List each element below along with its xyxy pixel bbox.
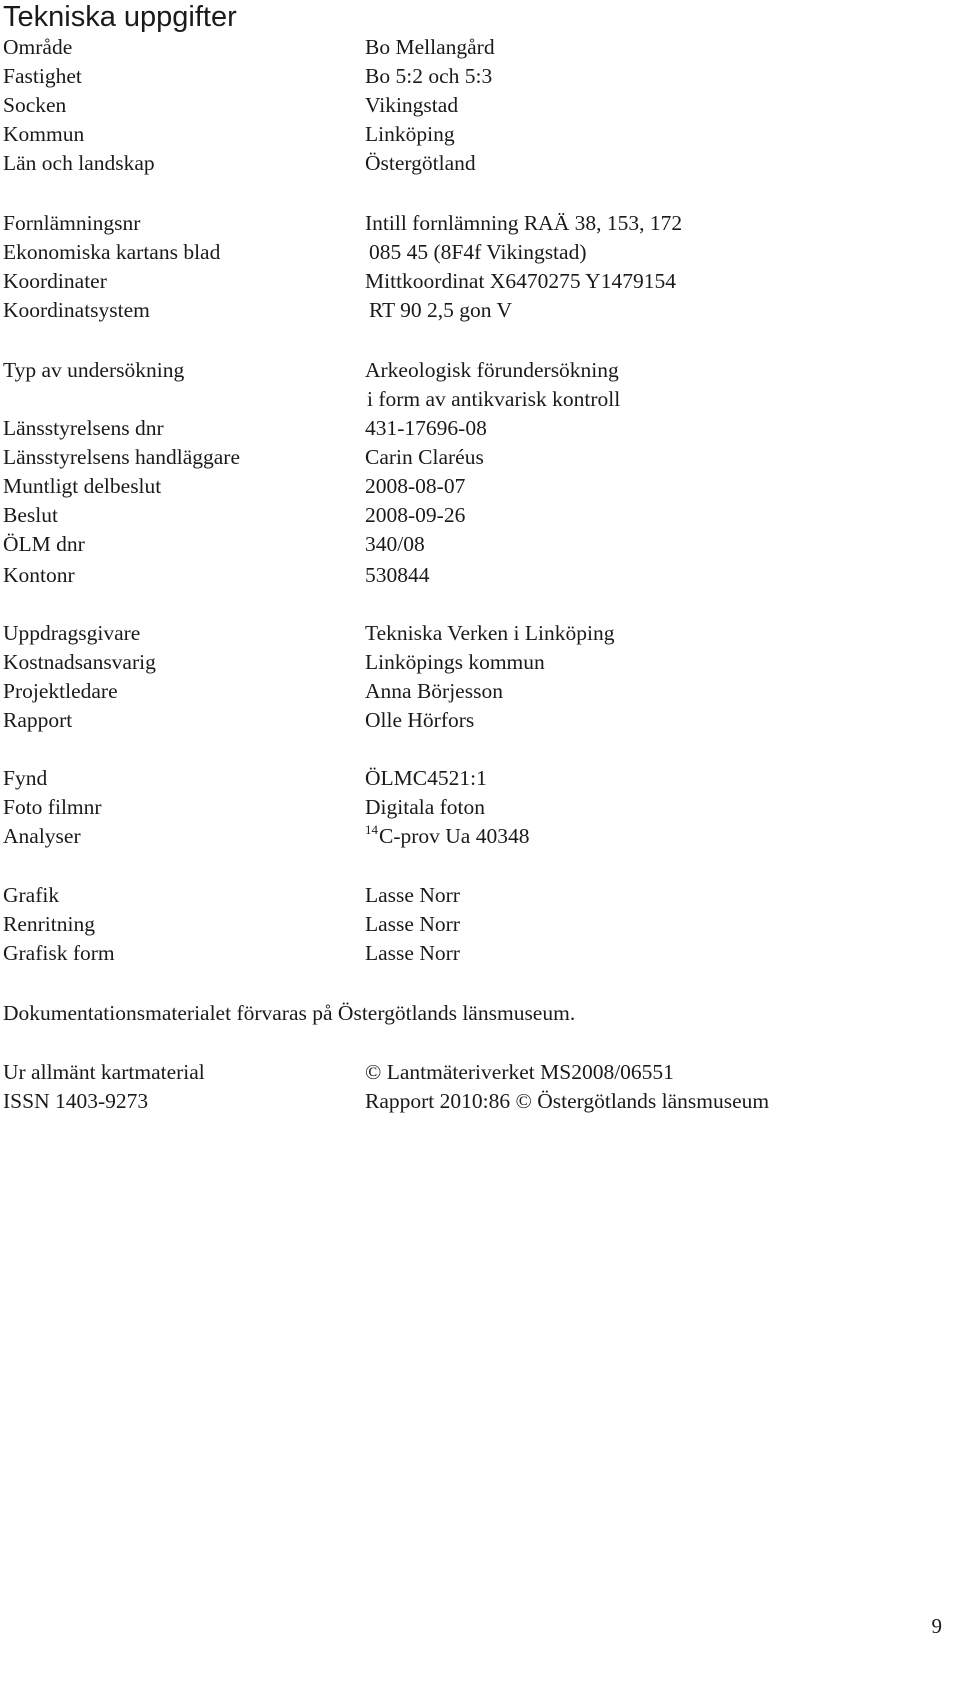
info-row-kostnadsansvarig — [3, 648, 943, 677]
info-value: 340/08 — [365, 532, 425, 556]
info-row-grafisk-form — [3, 939, 943, 968]
footer-value: © Lantmäteriverket MS2008/06551 — [365, 1060, 674, 1084]
info-row-kommun — [3, 120, 943, 149]
footer-label: ISSN 1403-9273 — [3, 1089, 149, 1113]
info-label: Länsstyrelsens dnr — [3, 416, 164, 440]
info-label: Rapport — [3, 708, 73, 732]
info-value: Lasse Norr — [365, 941, 460, 965]
info-value: 2008-08-07 — [365, 474, 466, 498]
info-label: Fynd — [3, 766, 48, 790]
info-label: Län och landskap — [3, 151, 155, 175]
info-value: Linköping — [365, 122, 455, 146]
info-row-fornlamningsnr — [3, 209, 943, 238]
info-row-omrade — [3, 33, 943, 62]
info-row-socken — [3, 91, 943, 120]
info-label: Ekonomiska kartans blad — [3, 240, 221, 264]
info-value-continuation: i form av antikvarisk kontroll — [367, 387, 621, 411]
info-row-typ-av-undersokning — [3, 356, 943, 385]
info-label: Analyser — [3, 824, 81, 848]
footer-value: Rapport 2010:86 © Östergötlands länsmuseum — [365, 1089, 770, 1113]
footer-row-kartmaterial — [3, 1058, 943, 1087]
info-value: Linköpings kommun — [365, 650, 545, 674]
page-number: 9 — [931, 1614, 942, 1638]
info-label: Grafik — [3, 883, 60, 907]
info-row-rapport — [3, 706, 943, 735]
info-value: RT 90 2,5 gon V — [369, 298, 513, 322]
info-label: Foto filmnr — [3, 795, 102, 819]
isotope-superscript: 14 — [365, 822, 378, 837]
info-label: ÖLM dnr — [3, 532, 85, 556]
info-row-lan — [3, 149, 943, 178]
info-label: Uppdragsgivare — [3, 621, 141, 645]
info-row-beslut — [3, 501, 943, 530]
info-row-olm-dnr — [3, 530, 943, 559]
info-value: ÖLMC4521:1 — [365, 766, 487, 790]
info-value: 085 45 (8F4f Vikingstad) — [369, 240, 587, 264]
info-label: Kommun — [3, 122, 85, 146]
footer-label: Ur allmänt kartmaterial — [3, 1060, 205, 1084]
info-row-kontonr — [3, 561, 943, 590]
info-row-uppdragsgivare — [3, 619, 943, 648]
info-row-analyser — [3, 822, 943, 851]
info-row-lansstyrelsens-handlaggare — [3, 443, 943, 472]
info-label: Projektledare — [3, 679, 118, 703]
info-row-koordinater — [3, 267, 943, 296]
info-row-koordinatsystem — [3, 296, 943, 325]
info-row-grafik — [3, 881, 943, 910]
info-row-foto-filmnr — [3, 793, 943, 822]
info-value: Vikingstad — [365, 93, 459, 117]
info-row-renritning — [3, 910, 943, 939]
info-value: Arkeologisk förundersökning — [365, 358, 619, 382]
info-value: Bo 5:2 och 5:3 — [365, 64, 493, 88]
info-label: Socken — [3, 93, 67, 117]
info-row-muntligt-delbeslut — [3, 472, 943, 501]
info-value: Lasse Norr — [365, 883, 460, 907]
info-value: 2008-09-26 — [365, 503, 466, 527]
info-label: Kontonr — [3, 563, 75, 587]
info-row-ekonomiska-kartans-blad — [3, 238, 943, 267]
info-value: Digitala foton — [365, 795, 486, 819]
info-label: Fornlämningsnr — [3, 211, 141, 235]
info-row-lansstyrelsens-dnr — [3, 414, 943, 443]
info-value: Lasse Norr — [365, 912, 460, 936]
info-label: Typ av undersökning — [3, 358, 185, 382]
page-heading: Tekniska uppgifter — [3, 1, 237, 33]
info-value: Bo Mellangård — [365, 35, 495, 59]
info-value: Tekniska Verken i Linköping — [365, 621, 615, 645]
storage-note: Dokumentationsmaterialet förvaras på Östergötlands länsmuseum. — [3, 1001, 576, 1025]
info-label: Koordinater — [3, 269, 107, 293]
info-value: Carin Claréus — [365, 445, 484, 469]
analyser-text: C-prov Ua 40348 — [379, 824, 530, 848]
info-label: Område — [3, 35, 73, 59]
info-label: Fastighet — [3, 64, 82, 88]
info-value: Intill fornlämning RAÄ 38, 153, 172 — [365, 211, 683, 235]
info-label: Muntligt delbeslut — [3, 474, 162, 498]
info-value: Olle Hörfors — [365, 708, 475, 732]
info-value: 530844 — [365, 563, 430, 587]
info-label: Beslut — [3, 503, 58, 527]
info-label: Länsstyrelsens handläggare — [3, 445, 241, 469]
info-row-projektledare — [3, 677, 943, 706]
info-value: Mittkoordinat X6470275 Y1479154 — [365, 269, 676, 293]
info-label: Kostnadsansvarig — [3, 650, 156, 674]
info-row-fastighet — [3, 62, 943, 91]
info-label: Grafisk form — [3, 941, 115, 965]
info-row-fynd — [3, 764, 943, 793]
info-value-analyser — [365, 822, 529, 851]
info-value: 431-17696-08 — [365, 416, 487, 440]
info-value: Östergötland — [365, 151, 476, 175]
footer-row-issn — [3, 1087, 943, 1116]
info-label: Renritning — [3, 912, 95, 936]
info-label: Koordinatsystem — [3, 298, 150, 322]
info-value: Anna Börjesson — [365, 679, 503, 703]
